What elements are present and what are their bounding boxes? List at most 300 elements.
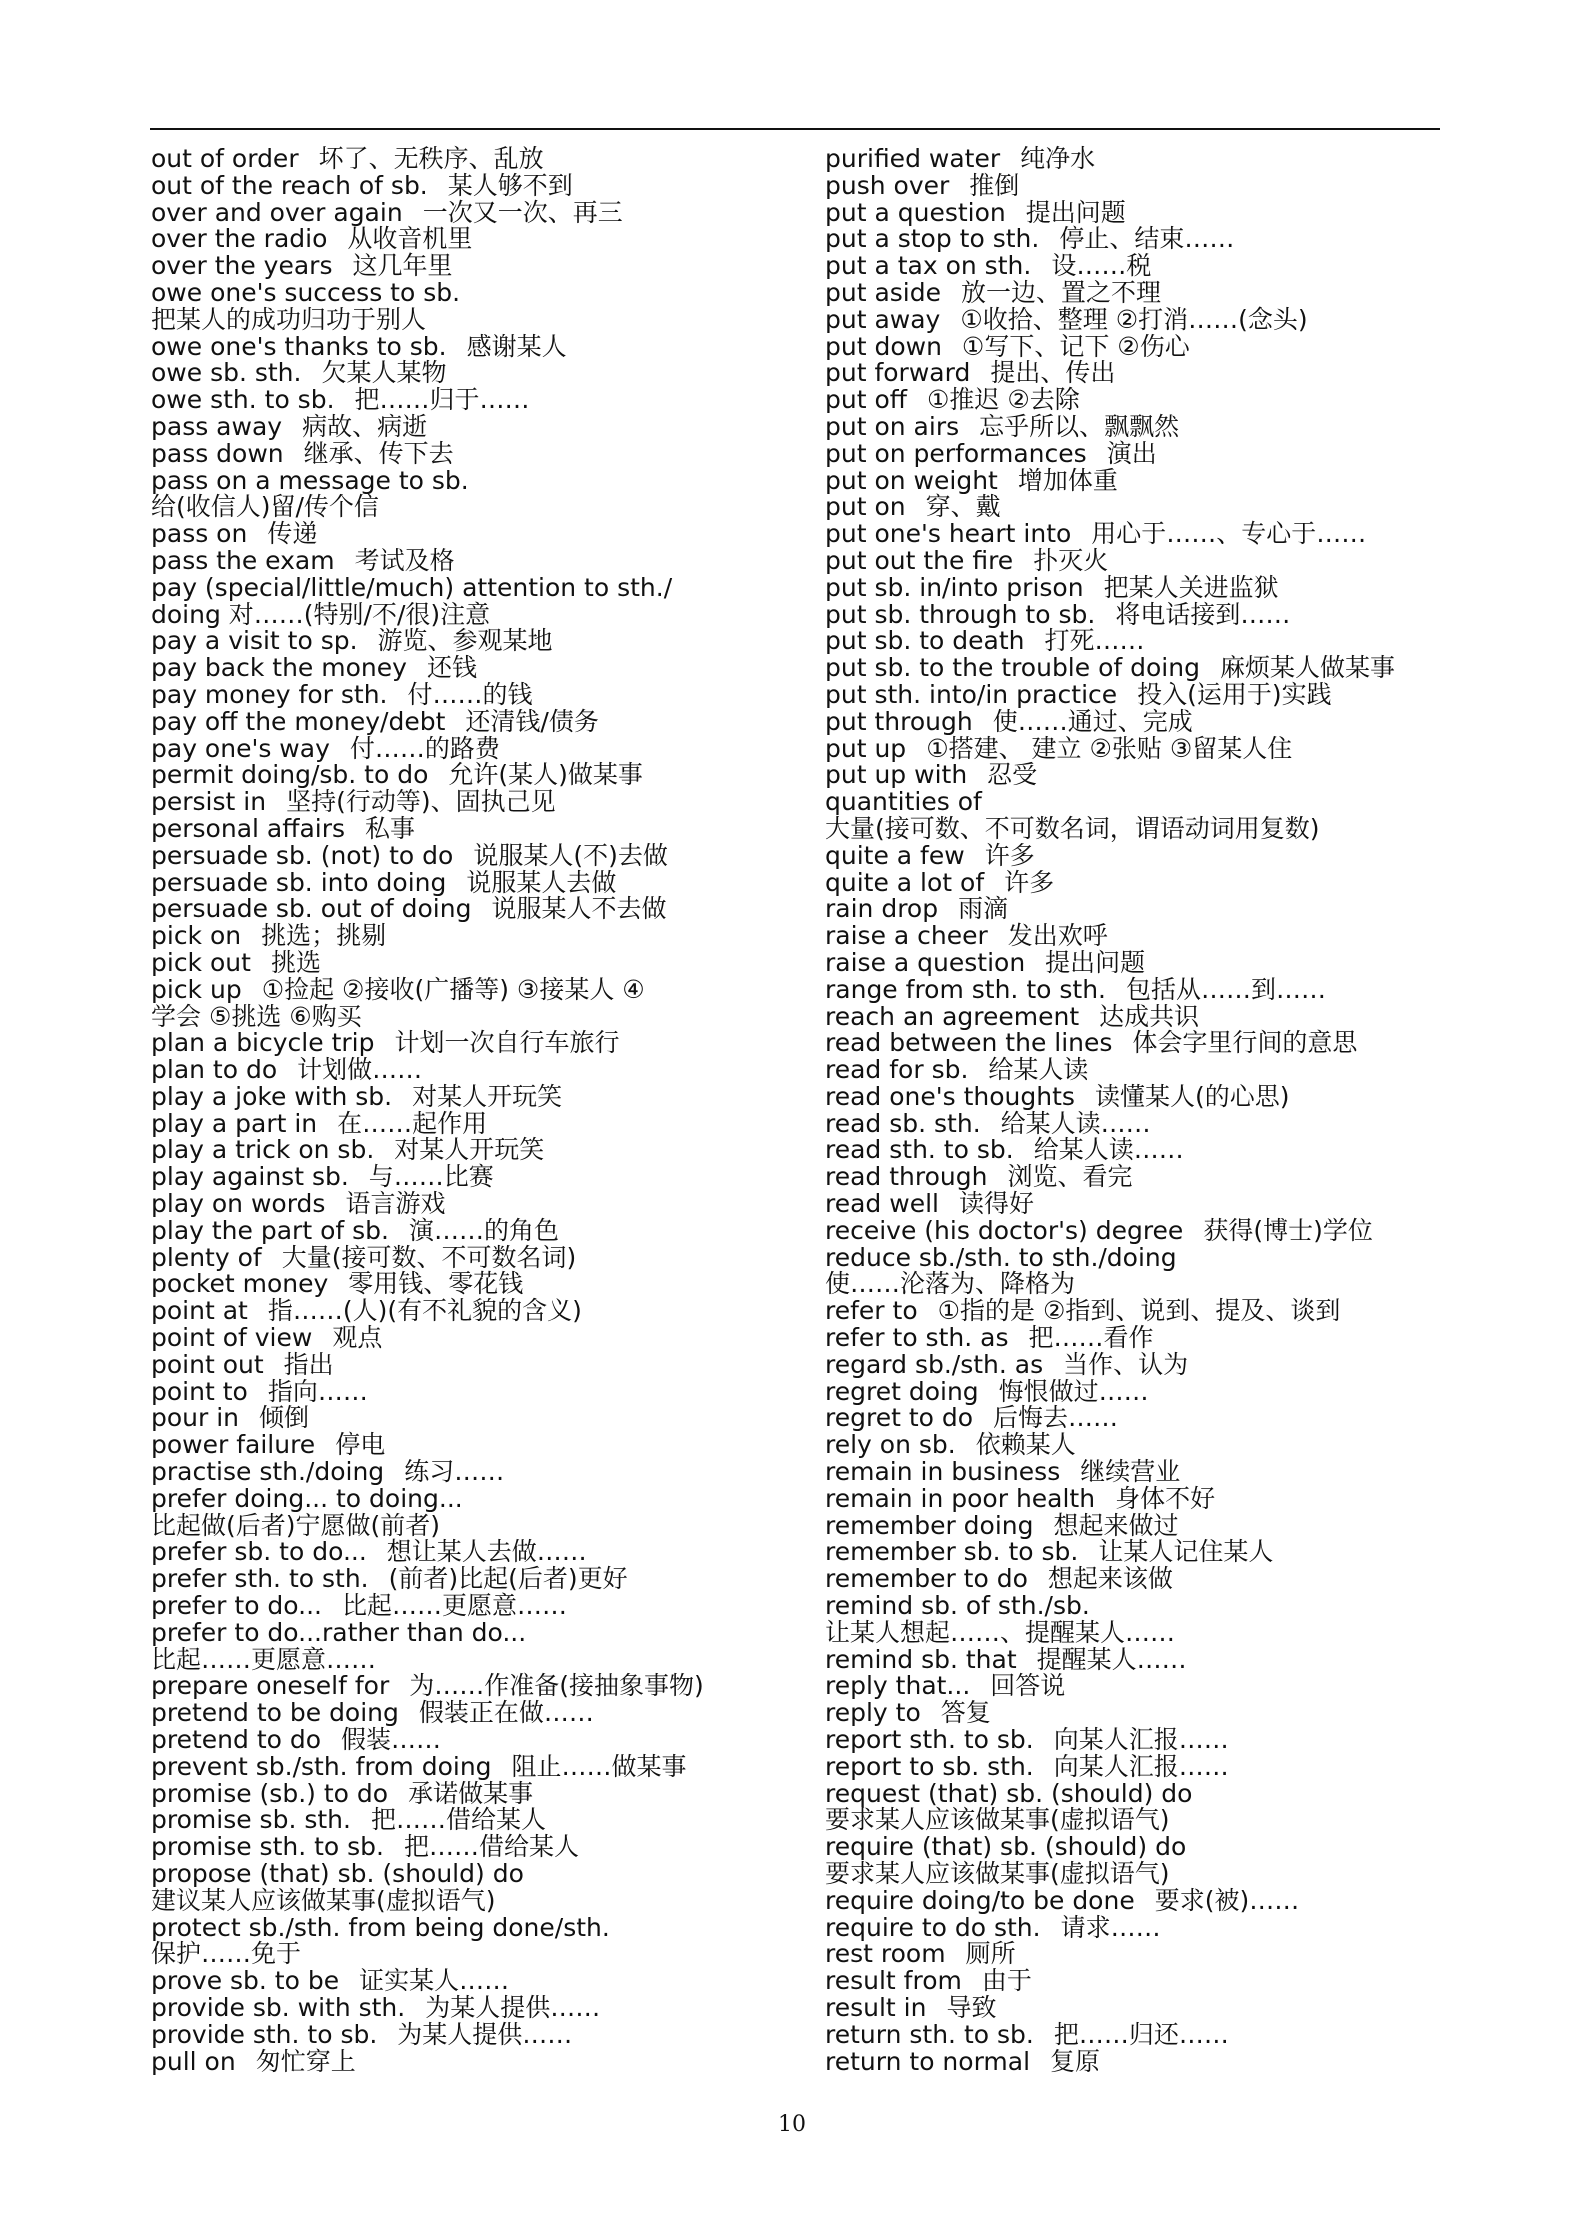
vocab-entry [825, 1885, 1465, 1915]
phrase-chinese: 指向…… [267, 1376, 368, 1406]
vocab-entry [825, 572, 1465, 602]
phrase-chinese: 感谢某人 [466, 331, 567, 361]
phrase-chinese: 读懂某人(的心思) [1094, 1081, 1290, 1111]
phrase-english: put sb. to death [825, 626, 1025, 656]
phrase-chinese: 这几年里 [352, 251, 453, 281]
vocab-entry [151, 1751, 771, 1781]
phrase-chinese: 提出问题 [1045, 947, 1146, 977]
phrase-chinese: 增加体重 [1017, 465, 1118, 495]
phrase-chinese: 倾倒 [259, 1403, 310, 1433]
phrase-english: put a question [825, 197, 1006, 227]
phrase-chinese: 计划做…… [297, 1055, 423, 1085]
vocab-entry [151, 1861, 771, 1915]
phrase-english: out of the reach of sb. [151, 170, 428, 200]
phrase-english: receive (his doctor's) degree [825, 1215, 1184, 1245]
phrase-chinese: 挑选 [270, 947, 321, 977]
vocab-entry [151, 1215, 771, 1245]
left-column [151, 146, 771, 2075]
phrase-chinese: 给某人读…… [1033, 1135, 1184, 1165]
phrase-chinese: 匆忙穿上 [255, 2046, 356, 2076]
phrase-english: promise (sb.) to do [151, 1778, 389, 1808]
phrase-chinese: 答复 [940, 1698, 991, 1728]
phrase-chinese: 病故、病逝 [302, 411, 428, 441]
phrase-english: reach an agreement [825, 1001, 1080, 1031]
vocab-entry [825, 762, 1465, 789]
vocab-entry [825, 1912, 1465, 1942]
phrase-chinese: 计划一次自行车旅行 [394, 1028, 620, 1058]
vocab-entry [151, 628, 771, 655]
phrase-chinese: 向某人汇报…… [1053, 1725, 1229, 1755]
vocab-entry [825, 1137, 1465, 1164]
phrase-english: persuade sb. (not) to do [151, 840, 454, 870]
phrase-chinese: 雨滴 [958, 894, 1009, 924]
phrase-english: put up with [825, 760, 968, 790]
phrase-chinese: 对某人开玩笑 [412, 1081, 563, 1111]
vocab-entry [151, 1539, 771, 1566]
vocab-entry [151, 867, 771, 897]
vocab-entry [151, 1483, 771, 1540]
phrase-english: put off [825, 385, 907, 415]
page-number: 10 [778, 2112, 806, 2137]
phrase-english: play a joke with sb. [151, 1081, 393, 1111]
vocab-entry [825, 1001, 1465, 1031]
phrase-chinese: 说服某人(不)去做 [473, 840, 668, 870]
phrase-english: remember to do [825, 1564, 1028, 1594]
vocab-entry [151, 974, 771, 1004]
phrase-english: pay off the money/debt [151, 706, 446, 736]
phrase-chinese: 为某人提供…… [397, 2019, 573, 2049]
phrase-chinese: 要求(被)…… [1154, 1885, 1300, 1915]
phrase-chinese: 语言游戏 [345, 1189, 446, 1219]
vocab-entry [151, 331, 771, 361]
vocab-entry [151, 1992, 771, 2022]
phrase-chinese: 体会字里行间的意思 [1132, 1028, 1358, 1058]
phrase-english: quantities of [825, 787, 982, 817]
phrase-english: put sb. to the trouble of doing [825, 653, 1200, 683]
phrase-english: plan to do [151, 1055, 278, 1085]
phrase-english: point of view [151, 1323, 313, 1353]
phrase-chinese: 发出欢呼 [1007, 921, 1108, 951]
phrase-english: rely on sb. [825, 1430, 956, 1460]
phrase-english: raise a cheer [825, 921, 988, 951]
vocab-entry [151, 253, 771, 280]
phrase-english: result in [825, 1992, 927, 2022]
phrase-chinese: 说服某人不去做 [491, 894, 667, 924]
phrase-english: put forward [825, 358, 971, 388]
phrase-english: report to sb. sth. [825, 1751, 1034, 1781]
vocab-entry [151, 1459, 771, 1486]
phrase-english: point to [151, 1376, 248, 1406]
vocab-entry [151, 1593, 771, 1620]
phrase-chinese: ①捡起 ②接收(广播等) ③接某人 ④ [261, 974, 645, 1004]
phrase-english: put up [825, 733, 907, 763]
vocab-entry [825, 789, 1465, 843]
phrase-english: require to do sth. [825, 1912, 1041, 1942]
phrase-english: put a tax on sth. [825, 251, 1032, 281]
vocab-entry [151, 1405, 771, 1432]
vocab-entry [151, 1432, 771, 1459]
phrase-chinese: 使……通过、完成 [992, 706, 1193, 736]
phrase-english: pass on [151, 519, 248, 549]
phrase-english: request (that) sb. (should) do [825, 1778, 1193, 1808]
vocab-entry [825, 226, 1465, 253]
phrase-english: require (that) sb. (should) do [825, 1832, 1187, 1862]
phrase-english: regret doing [825, 1376, 979, 1406]
phrase-chinese: 把某人关进监狱 [1103, 572, 1279, 602]
vocab-entry [151, 1807, 771, 1834]
vocab-entry [825, 974, 1465, 1004]
vocab-entry [825, 170, 1465, 200]
vocab-entry [151, 1164, 771, 1191]
phrase-english: pick on [151, 921, 242, 951]
phrase-english: put aside [825, 277, 942, 307]
vocab-entry [825, 438, 1465, 468]
phrase-chinese: 回答说 [990, 1671, 1066, 1701]
phrase-english: persist in [151, 787, 267, 817]
phrase-chinese: 证实某人…… [359, 1966, 510, 1996]
vocab-entry [151, 1617, 771, 1674]
vocab-entry [825, 1298, 1465, 1325]
vocab-entry [825, 1539, 1465, 1566]
phrase-english: raise a question [825, 947, 1026, 977]
phrase-chinese: 演出 [1106, 438, 1157, 468]
phrase-chinese: 打死…… [1044, 626, 1145, 656]
phrase-english: owe one's thanks to sb. [151, 331, 447, 361]
phrase-chinese: 为某人提供…… [425, 1992, 601, 2022]
vocab-entry [151, 572, 771, 629]
phrase-english: put on weight [825, 465, 998, 495]
vocab-entry [151, 521, 771, 548]
vocab-entry [151, 813, 771, 843]
phrase-chinese: 停止、结束…… [1059, 224, 1235, 254]
vocab-entry [151, 146, 771, 173]
phrase-english: owe sth. to sb. [151, 385, 335, 415]
phrase-chinese: 厕所 [965, 1939, 1016, 1969]
vocab-entry [151, 896, 771, 923]
phrase-english: over the years [151, 251, 333, 281]
phrase-chinese: 许多 [1004, 867, 1055, 897]
phrase-english: read well [825, 1189, 939, 1219]
phrase-chinese: 把……借给某人 [370, 1805, 546, 1835]
phrase-english: pass on a message to sb. [151, 465, 469, 495]
phrase-chinese: 欠某人某物 [321, 358, 447, 388]
vocab-entry [825, 545, 1465, 575]
vocab-entry [825, 1459, 1465, 1486]
phrase-english: remain in business [825, 1457, 1061, 1487]
phrase-chinese: 想起来做过 [1053, 1510, 1179, 1540]
vocab-entry [825, 2019, 1465, 2049]
phrase-english: provide sb. with sth. [151, 1992, 406, 2022]
phrase-english: play a trick on sb. [151, 1135, 375, 1165]
vocab-entry [825, 1992, 1465, 2022]
vocab-entry [151, 1566, 771, 1593]
vocab-entry [825, 304, 1465, 334]
vocab-entry [825, 1700, 1465, 1727]
phrase-english: propose (that) sb. (should) do [151, 1859, 524, 1888]
vocab-entry [151, 1727, 771, 1754]
phrase-english: put a stop to sth. [825, 224, 1040, 254]
phrase-chinese: 穿、戴 [925, 492, 1001, 522]
phrase-english: pass down [151, 438, 284, 468]
vocab-entry [825, 1376, 1465, 1406]
vocab-entry [825, 1941, 1465, 1968]
phrase-english: pretend to do [151, 1725, 322, 1755]
vocab-entry [825, 1432, 1465, 1459]
phrase-chinese: 演……的角色 [408, 1215, 559, 1245]
phrase-english: pass away [151, 411, 283, 441]
vocab-entry [151, 1376, 771, 1406]
phrase-english: point out [151, 1349, 264, 1379]
vocab-entry [151, 277, 771, 334]
vocab-entry [151, 411, 771, 441]
phrase-english: return to normal [825, 2046, 1031, 2076]
phrase-english: pour in [151, 1403, 240, 1433]
phrase-chinese: 浏览、看完 [1007, 1162, 1133, 1192]
phrase-english: play against sb. [151, 1162, 349, 1192]
phrase-english: rest room [825, 1939, 946, 1969]
phrase-english: purified water [825, 144, 1001, 173]
phrase-chinese: 忍受 [987, 760, 1038, 790]
phrase-chinese: 请求…… [1060, 1912, 1161, 1942]
vocab-entry [151, 545, 771, 575]
vocab-entry [825, 628, 1465, 655]
phrase-chinese: 让某人想起……、提醒某人…… [825, 1617, 1176, 1647]
vocab-entry [151, 387, 771, 414]
phrase-chinese: 指……(人)(有不礼貌的含义) [267, 1296, 582, 1326]
phrase-english: personal affairs [151, 813, 346, 843]
vocab-entry [825, 1566, 1465, 1593]
phrase-english: read sth. to sb. [825, 1135, 1014, 1165]
vocab-entry [151, 1968, 771, 1995]
phrase-english: pay one's way [151, 733, 330, 763]
phrase-english: remind sb. that [825, 1644, 1017, 1674]
phrase-chinese: 坚持(行动等)、固执己见 [286, 787, 556, 817]
phrase-chinese: 给某人读 [988, 1055, 1089, 1085]
phrase-english: put down [825, 331, 942, 361]
vocab-entry [151, 1834, 771, 1861]
phrase-chinese: ①写下、记下 ②伤心 [961, 331, 1190, 361]
phrase-english: persuade sb. out of doing [151, 894, 472, 924]
vocab-entry [825, 947, 1465, 977]
vocab-entry [151, 947, 771, 977]
phrase-chinese: 比起做(后者)宁愿做(前者) [151, 1510, 441, 1540]
phrase-chinese: 保护……免于 [151, 1939, 302, 1969]
phrase-chinese: 把某人的成功归功于别人 [151, 304, 427, 334]
phrase-english: prepare oneself for [151, 1671, 390, 1701]
phrase-chinese: 导致 [946, 1992, 997, 2022]
phrase-chinese: ①推迟 ②去除 [926, 385, 1080, 415]
phrase-chinese: 从收音机里 [347, 224, 473, 254]
phrase-english: remain in poor health [825, 1483, 1096, 1513]
vocab-entry [151, 1057, 771, 1084]
phrase-english: prefer to do...rather than do... [151, 1617, 527, 1647]
vocab-entry [825, 867, 1465, 897]
vocab-entry [825, 1778, 1465, 1835]
phrase-english: prefer sb. to do... [151, 1537, 367, 1567]
phrase-english: play on words [151, 1189, 326, 1219]
phrase-english: put out the fire [825, 545, 1014, 575]
vocab-entry [151, 1030, 771, 1057]
phrase-chinese: 考试及格 [354, 545, 455, 575]
phrase-chinese: 把……归于…… [354, 385, 530, 415]
phrase-english: over and over again [151, 197, 403, 227]
phrase-chinese: 还清钱/债务 [465, 706, 599, 736]
vocab-entry [151, 1700, 771, 1727]
phrase-chinese: 把……归还…… [1053, 2019, 1229, 2049]
phrase-english: pretend to be doing [151, 1698, 399, 1728]
phrase-english: push over [825, 170, 950, 200]
phrase-chinese: 包括从……到…… [1126, 974, 1327, 1004]
phrase-chinese: 使……沦落为、降格为 [825, 1269, 1076, 1299]
phrase-english: prefer doing... to doing... [151, 1483, 463, 1513]
vocab-entry [151, 1325, 771, 1352]
phrase-english: refer to sth. as [825, 1323, 1009, 1353]
phrase-english: reply that... [825, 1671, 971, 1701]
header-rule [150, 128, 1440, 130]
phrase-chinese: 假装正在做…… [418, 1698, 594, 1728]
phrase-english: pay back the money [151, 653, 407, 683]
phrase-english: out of order [151, 144, 299, 173]
phrase-chinese: 阻止……做某事 [511, 1751, 687, 1781]
vocab-entry [151, 2046, 771, 2076]
vocab-entry [151, 465, 771, 522]
vocab-entry [825, 1191, 1465, 1218]
phrase-english: read between the lines [825, 1028, 1113, 1058]
phrase-chinese: 假装…… [341, 1725, 442, 1755]
phrase-chinese: 付……的路费 [349, 733, 500, 763]
phrase-chinese: 允许(某人)做某事 [448, 760, 643, 790]
vocab-entry [825, 1510, 1465, 1540]
phrase-english: quite a few [825, 840, 965, 870]
phrase-chinese: (前者)比起(后者)更好 [388, 1564, 628, 1594]
phrase-chinese: 建议某人应该做某事(虚拟语气) [151, 1885, 496, 1915]
phrase-english: read through [825, 1162, 988, 1192]
phrase-chinese: 扑灭火 [1033, 545, 1109, 575]
phrase-english: over the radio [151, 224, 328, 254]
phrase-chinese: 付……的钱 [407, 679, 533, 709]
vocab-entry [151, 679, 771, 709]
vocab-entry [825, 655, 1465, 682]
vocab-entry [825, 923, 1465, 950]
phrase-english: remember doing [825, 1510, 1034, 1540]
phrase-chinese: 零用钱、零花钱 [348, 1269, 524, 1299]
vocab-entry [825, 1349, 1465, 1379]
phrase-english: put on [825, 492, 906, 522]
phrase-chinese: 提出、传出 [990, 358, 1116, 388]
phrase-chinese: 将电话接到…… [1115, 599, 1291, 629]
phrase-chinese: 承诺做某事 [408, 1778, 534, 1808]
vocab-entry [151, 706, 771, 736]
phrase-english: put on airs [825, 411, 960, 441]
phrase-chinese: ①收拾、整理 ②打消……(念头) [960, 304, 1308, 334]
vocab-entry [825, 331, 1465, 361]
vocab-entry [825, 1325, 1465, 1352]
phrase-chinese: 在……起作用 [337, 1108, 488, 1138]
phrase-english: plan a bicycle trip [151, 1028, 375, 1058]
phrase-chinese: 麻烦某人做某事 [1219, 653, 1395, 683]
vocab-entry [151, 197, 771, 227]
phrase-chinese: 当作、认为 [1063, 1349, 1189, 1379]
phrase-chinese: 给(收信人)留/传个信 [151, 492, 379, 522]
phrase-english: prefer to do... [151, 1591, 322, 1621]
phrase-continuation: 学会 ⑤挑选 ⑥购买 [151, 1001, 362, 1031]
vocab-entry [825, 197, 1465, 227]
phrase-chinese: 给某人读…… [1000, 1108, 1151, 1138]
vocab-entry [825, 387, 1465, 414]
phrase-chinese: 坏了、无秩序、乱放 [318, 144, 544, 173]
vocab-entry [151, 1191, 771, 1218]
phrase-chinese: 提出问题 [1025, 197, 1126, 227]
phrase-chinese: 对某人开玩笑 [394, 1135, 545, 1165]
vocab-entry [825, 1593, 1465, 1647]
phrase-chinese: 推倒 [969, 170, 1020, 200]
phrase-chinese: 私事 [365, 813, 416, 843]
phrase-chinese: 悔恨做过…… [998, 1376, 1149, 1406]
phrase-english: promise sb. sth. [151, 1805, 351, 1835]
vocab-entry [825, 1483, 1465, 1513]
phrase-chinese: 观点 [332, 1323, 383, 1353]
vocab-entry [825, 1644, 1465, 1674]
vocab-entry [825, 277, 1465, 307]
phrase-chinese: 向某人汇报…… [1053, 1751, 1229, 1781]
vocab-entry [825, 465, 1465, 495]
phrase-chinese: 依赖某人 [975, 1430, 1076, 1460]
phrase-english: prevent sb./sth. from doing [151, 1751, 492, 1781]
vocab-entry [151, 840, 771, 870]
phrase-chinese: 传递 [267, 519, 318, 549]
phrase-english: read sb. sth. [825, 1108, 981, 1138]
vocab-entry [825, 1057, 1465, 1084]
phrase-english: provide sth. to sb. [151, 2019, 378, 2049]
phrase-chinese: 想起来该做 [1047, 1564, 1173, 1594]
phrase-english: practise sth./doing [151, 1457, 385, 1487]
vocab-entry [825, 1727, 1465, 1754]
phrase-english: persuade sb. into doing [151, 867, 447, 897]
phrase-english: reply to [825, 1698, 921, 1728]
phrase-chinese: 挑选；挑剔 [261, 921, 387, 951]
phrase-chinese: 后悔去…… [993, 1403, 1119, 1433]
vocab-entry [825, 2046, 1465, 2076]
vocab-entry [151, 1108, 771, 1138]
phrase-chinese: 把……借给某人 [404, 1832, 580, 1862]
phrase-english: rain drop [825, 894, 939, 924]
phrase-english: reduce sb./sth. to sth./doing [825, 1242, 1177, 1272]
vocab-entry [151, 789, 771, 816]
vocab-entry [825, 1751, 1465, 1781]
vocab-entry [151, 438, 771, 468]
phrase-english: point at [151, 1296, 248, 1326]
phrase-chinese: 比起……更愿意…… [342, 1591, 568, 1621]
phrase-chinese: 还钱 [426, 653, 477, 683]
phrase-chinese: 身体不好 [1115, 1483, 1216, 1513]
vocab-entry [151, 2019, 771, 2049]
vocab-entry [825, 706, 1465, 736]
phrase-chinese: 游览、参观某地 [377, 626, 553, 656]
phrase-chinese: 提醒某人…… [1036, 1644, 1187, 1674]
vocab-entry [825, 1405, 1465, 1432]
phrase-chinese: 继续营业 [1080, 1457, 1181, 1487]
phrase-chinese: 比起……更愿意…… [151, 1644, 377, 1674]
vocab-entry [825, 1834, 1465, 1888]
vocab-entry [825, 253, 1465, 280]
phrase-english: remind sb. of sth./sb. [825, 1591, 1090, 1621]
vocab-entry [151, 923, 771, 950]
phrase-chinese: 说服某人去做 [466, 867, 617, 897]
vocab-entry [151, 1778, 771, 1808]
phrase-english: owe sb. sth. [151, 358, 302, 388]
vocab-entry [151, 360, 771, 387]
phrase-english: put sb. in/into prison [825, 572, 1084, 602]
